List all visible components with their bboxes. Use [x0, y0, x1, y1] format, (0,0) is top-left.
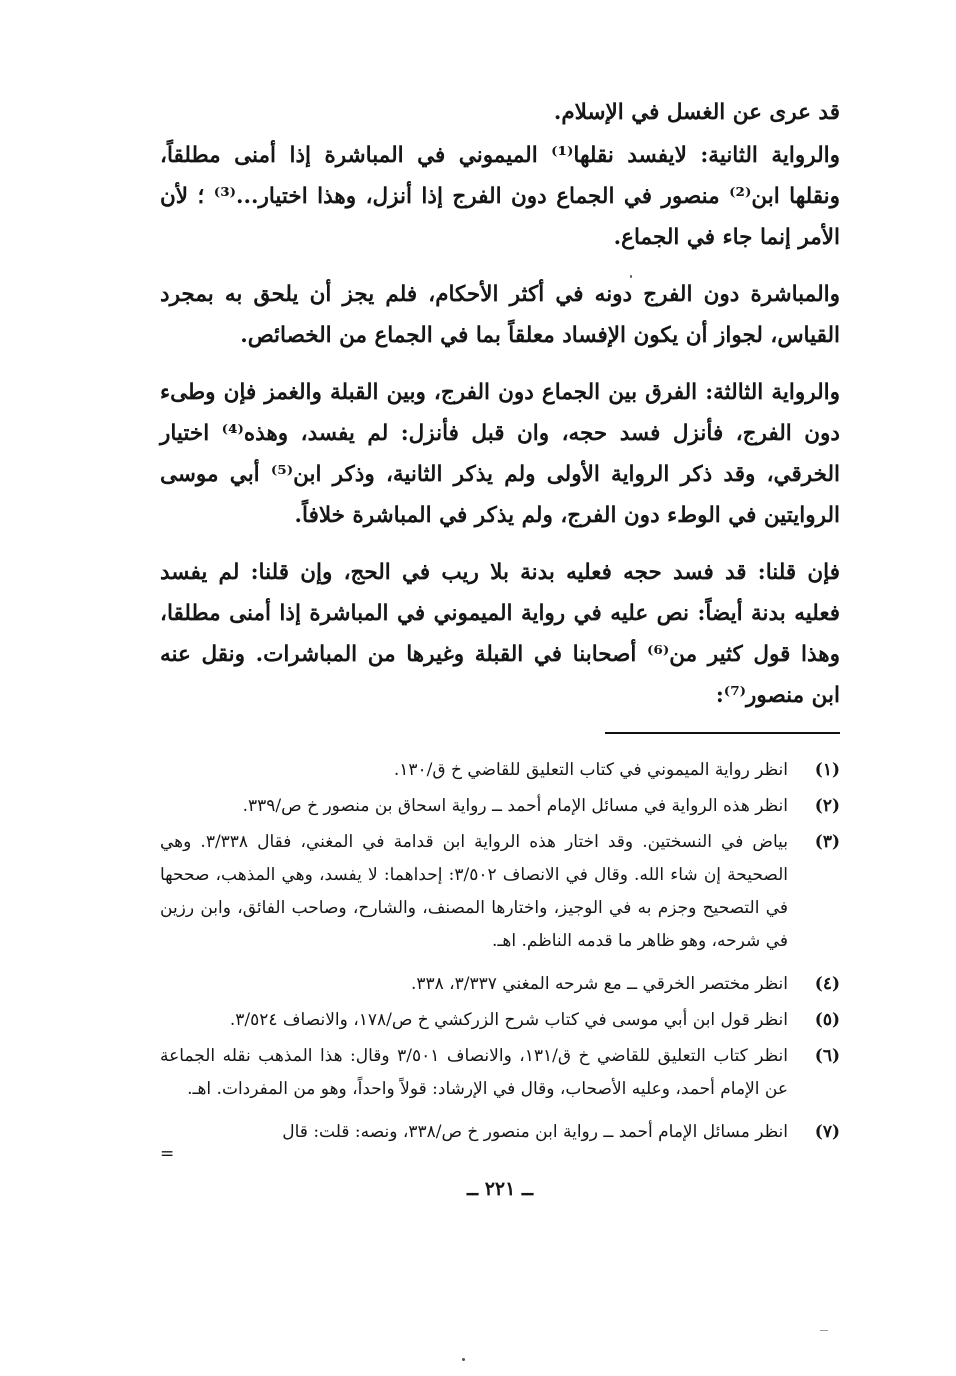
footnote-2 [160, 790, 840, 823]
footnote-number: (٣) [814, 832, 840, 852]
continuation-mark: = [160, 1144, 175, 1164]
paragraph-3: والمباشرة دون الفرج دونه في أكثر الأحكام، فلم يجز أن يلحق به بمجرد القياس، لجواز أن يكون الإفساد معلقاً بما في الجماع من الخصائص. [160, 282, 840, 348]
scan-speck [630, 275, 632, 278]
footnotes [160, 754, 840, 1164]
footnote-number: (٥) [814, 1010, 840, 1030]
footnote-number: (٤) [814, 974, 840, 994]
footnote-number: (٧) [814, 1122, 840, 1142]
page-number: ــ ٢٢١ ــ [466, 1178, 534, 1200]
footnote-text: انظر قول ابن أبي موسى في كتاب شرح الزركشي خ ص/١٧٨، والانصاف ٣/٥٢٤. [229, 1010, 788, 1030]
footnote-text: انظر مختصر الخرقي ــ مع شرحه المغني ٣/٣٣٧، ٣٣٨. [410, 974, 788, 994]
footnote-text: انظر هذه الرواية في مسائل الإمام أحمد ــ رواية اسحاق بن منصور خ ص/٣٣٩. [242, 796, 788, 816]
footnote-text: انظر كتاب التعليق للقاضي خ ق/١٣١، والانصاف ٣/٥٠١ وقال: هذا المذهب نقله الجماعة عن الإمام أحمد، وعليه الأصحاب، وقال في الإرشاد: قولاً واحداً، وهو من المفردات. اهـ. [160, 1046, 788, 1099]
footnote-7 [160, 1116, 840, 1149]
main-text [160, 92, 840, 716]
footnote-1 [160, 754, 840, 787]
footnote-text: انظر مسائل الإمام أحمد ــ رواية ابن منصور خ ص/٣٣٨، ونصه: قلت: قال [282, 1122, 788, 1142]
paragraph-1: قد عرى عن الغسل في الإسلام. [553, 100, 840, 125]
paragraph-5: فإن قلنا: قد فسد حجه فعليه بدنة بلا ريب في الحج، وإن قلنا: لم يفسد فعليه بدنة أيضاً: نص عليه في رواية الميموني في المباشرة إذا أمنى مطلقا، وهذا قول كثير من⁽⁶⁾ أصحابنا في القبلة وغيرها من المباشرات. ونقل عنه ابن منصور⁽⁷⁾: [160, 560, 840, 708]
footnote-number: (١) [814, 760, 840, 780]
footnote-6 [160, 1040, 840, 1106]
footnote-text: انظر رواية الميموني في كتاب التعليق للقاضي خ ق/١٣٠. [393, 760, 788, 780]
footnote-number: (٢) [814, 796, 840, 816]
footnote-5 [160, 1004, 840, 1037]
paragraph-4: والرواية الثالثة: الفرق بين الجماع دون الفرج، وبين القبلة والغمز فإن وطىء دون الفرج، فأنزل فسد حجه، وان قبل فأنزل: لم يفسد، وهذه⁽⁴⁾ اختيار الخرقي، وقد ذكر الرواية الأولى ولم يذكر الثانية، وذكر ابن⁽⁵⁾ أبي موسى الروايتين في الوطء دون الفرج، ولم يذكر في المباشرة خلافاً. [160, 380, 841, 528]
footnote-separator [605, 732, 840, 734]
scan-speck [820, 1330, 828, 1331]
scan-speck [462, 1358, 465, 1361]
footnote-4 [160, 968, 840, 1001]
footnote-text: بياض في النسختين. وقد اختار هذه الرواية ابن قدامة في المغني، فقال ٣/٣٣٨. وهي الصحيحة إن شاء الله. وقال في الانصاف ٣/٥٠٢: إحداهما: لا يفسد، وهي المذهب، صححها في التصحيح وجزم به في الوجيز، واختارها المصنف، والشارح، وصاحب الفائق، وابن رزين في شرحه، وهو ظاهر ما قدمه الناظم. اهـ. [160, 832, 789, 951]
book-page [160, 92, 840, 1200]
paragraph-2: والرواية الثانية: لايفسد نقلها⁽¹⁾ الميموني في المباشرة إذا أمنى مطلقاً، ونقلها ابن⁽²⁾ منصور في الجماع دون الفرج إذا أنزل، وهذا اختيار...⁽³⁾ ؛ لأن الأمر إنما جاء في الجماع. [160, 143, 840, 250]
footnote-3 [160, 826, 840, 958]
footnote-number: (٦) [814, 1046, 840, 1066]
